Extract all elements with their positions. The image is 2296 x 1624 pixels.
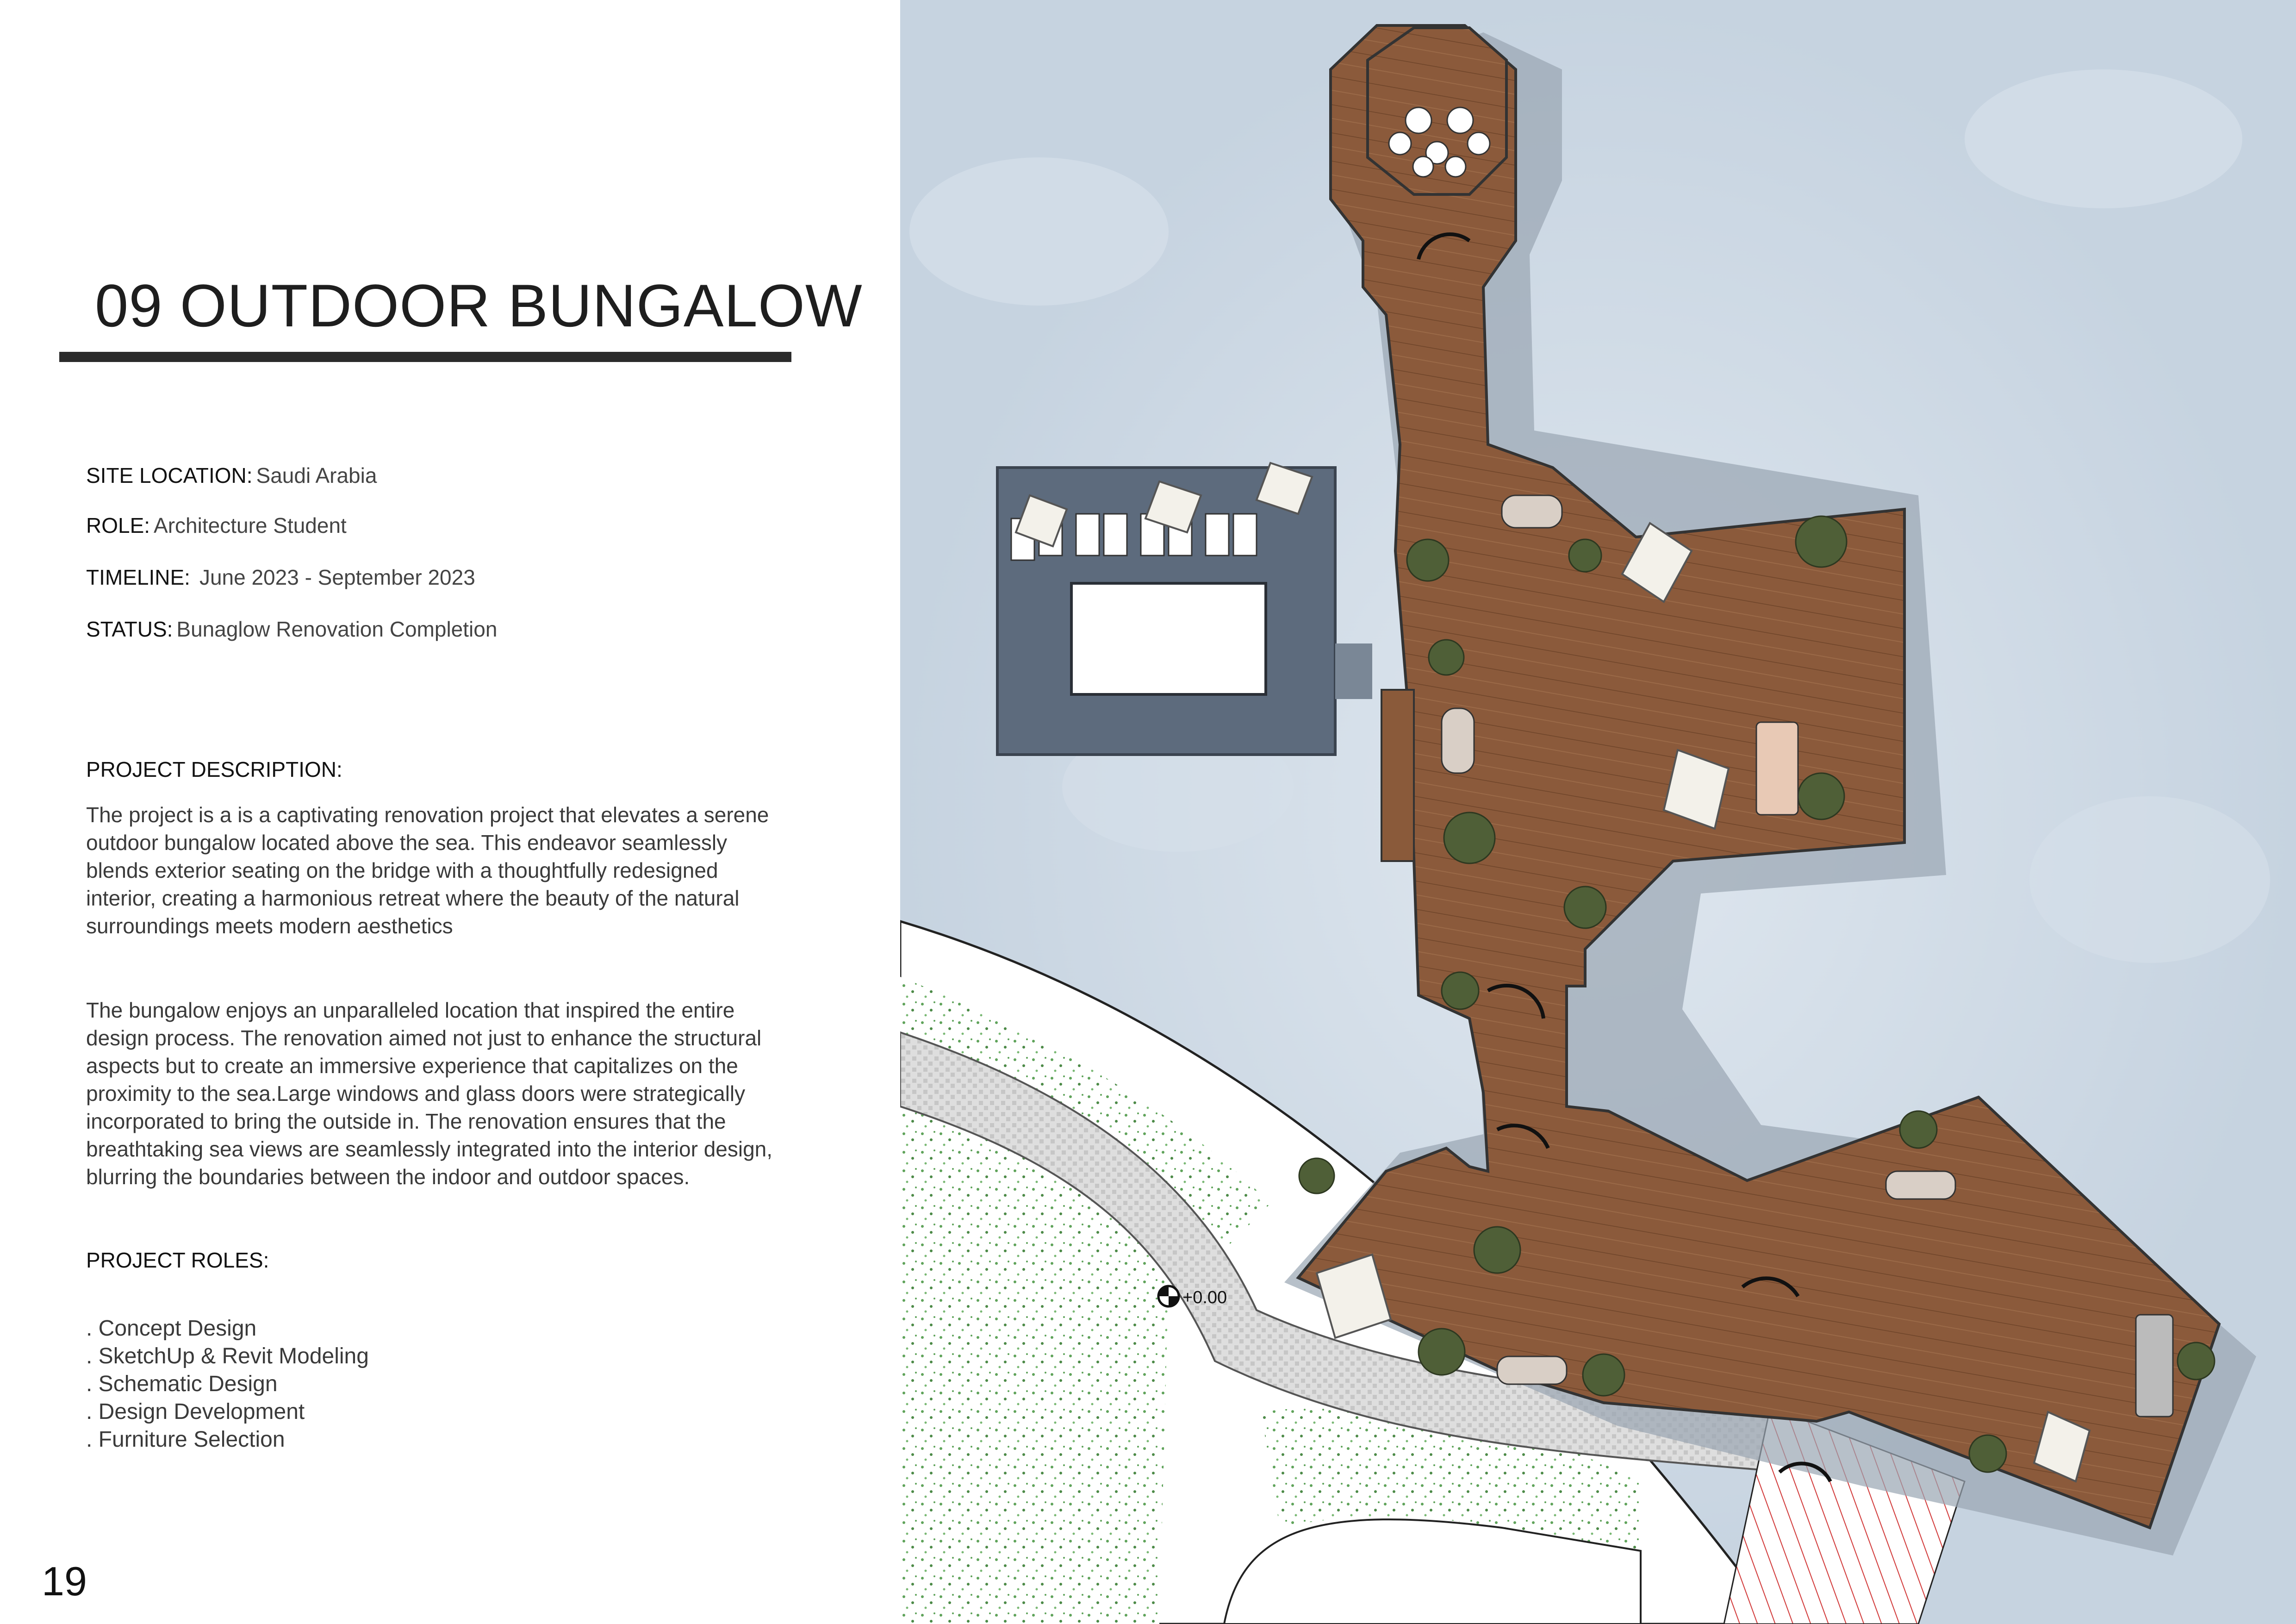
roles-list [86,1315,369,1454]
timeline-value: June 2023 - September 2023 [199,565,475,589]
role-item: . Schematic Design [86,1372,278,1396]
title-underline [59,352,791,362]
description-heading: PROJECT DESCRIPTION: [86,757,342,781]
role-item: . Design Development [86,1399,305,1424]
status-label: STATUS: [86,617,173,641]
role-label: ROLE: [86,513,150,537]
site-plan-drawing [900,0,2296,1624]
level-marker [1158,1286,1179,1306]
pool-water [1071,583,1266,694]
page-title: 09 OUTDOOR BUNGALOW [95,272,863,339]
role-value: Architecture Student [154,513,347,537]
role-item: . SketchUp & Revit Modeling [86,1344,369,1368]
text-panel [0,0,900,1624]
site-location-value: Saudi Arabia [256,463,377,487]
description-paragraph-2: The bungalow enjoys an unparalleled location that inspired the entire design process. The renovation aimed not just to enhance the structural aspects but to create an immersive experience that capitalizes on the proximity to the sea.Large windows and glass doors were strategically incorporated to bring the outside in. The renovation ensures that the breathtaking sea views are seamlessly integrated into the interior design, blurring the boundaries between the indoor and outdoor spaces. [86,998,773,1189]
page-number: 19 [42,1558,87,1604]
bridge [1381,690,1414,861]
site-location-row [86,463,377,488]
role-item: . Concept Design [86,1316,257,1341]
timeline-row [86,565,475,590]
description-paragraph-1: The project is a is a captivating renovation project that elevates a serene outdoor bungalow located above the sea. This endeavor seamlessly blends exterior seating on the bridge with a thoughtfully redesigned interior, creating a harmonious retreat where the beauty of the natural surroundings meets modern aesthetics [86,803,769,938]
level-label: +0.00 [1182,1288,1227,1307]
status-row [86,617,497,642]
role-item: . Furniture Selection [86,1427,285,1452]
status-value: Bunaglow Renovation Completion [176,617,498,641]
roles-heading: PROJECT ROLES: [86,1248,269,1272]
site-location-label: SITE LOCATION: [86,463,253,487]
pavilion [1368,28,1506,194]
role-row [86,513,347,538]
timeline-label: TIMELINE: [86,565,190,589]
